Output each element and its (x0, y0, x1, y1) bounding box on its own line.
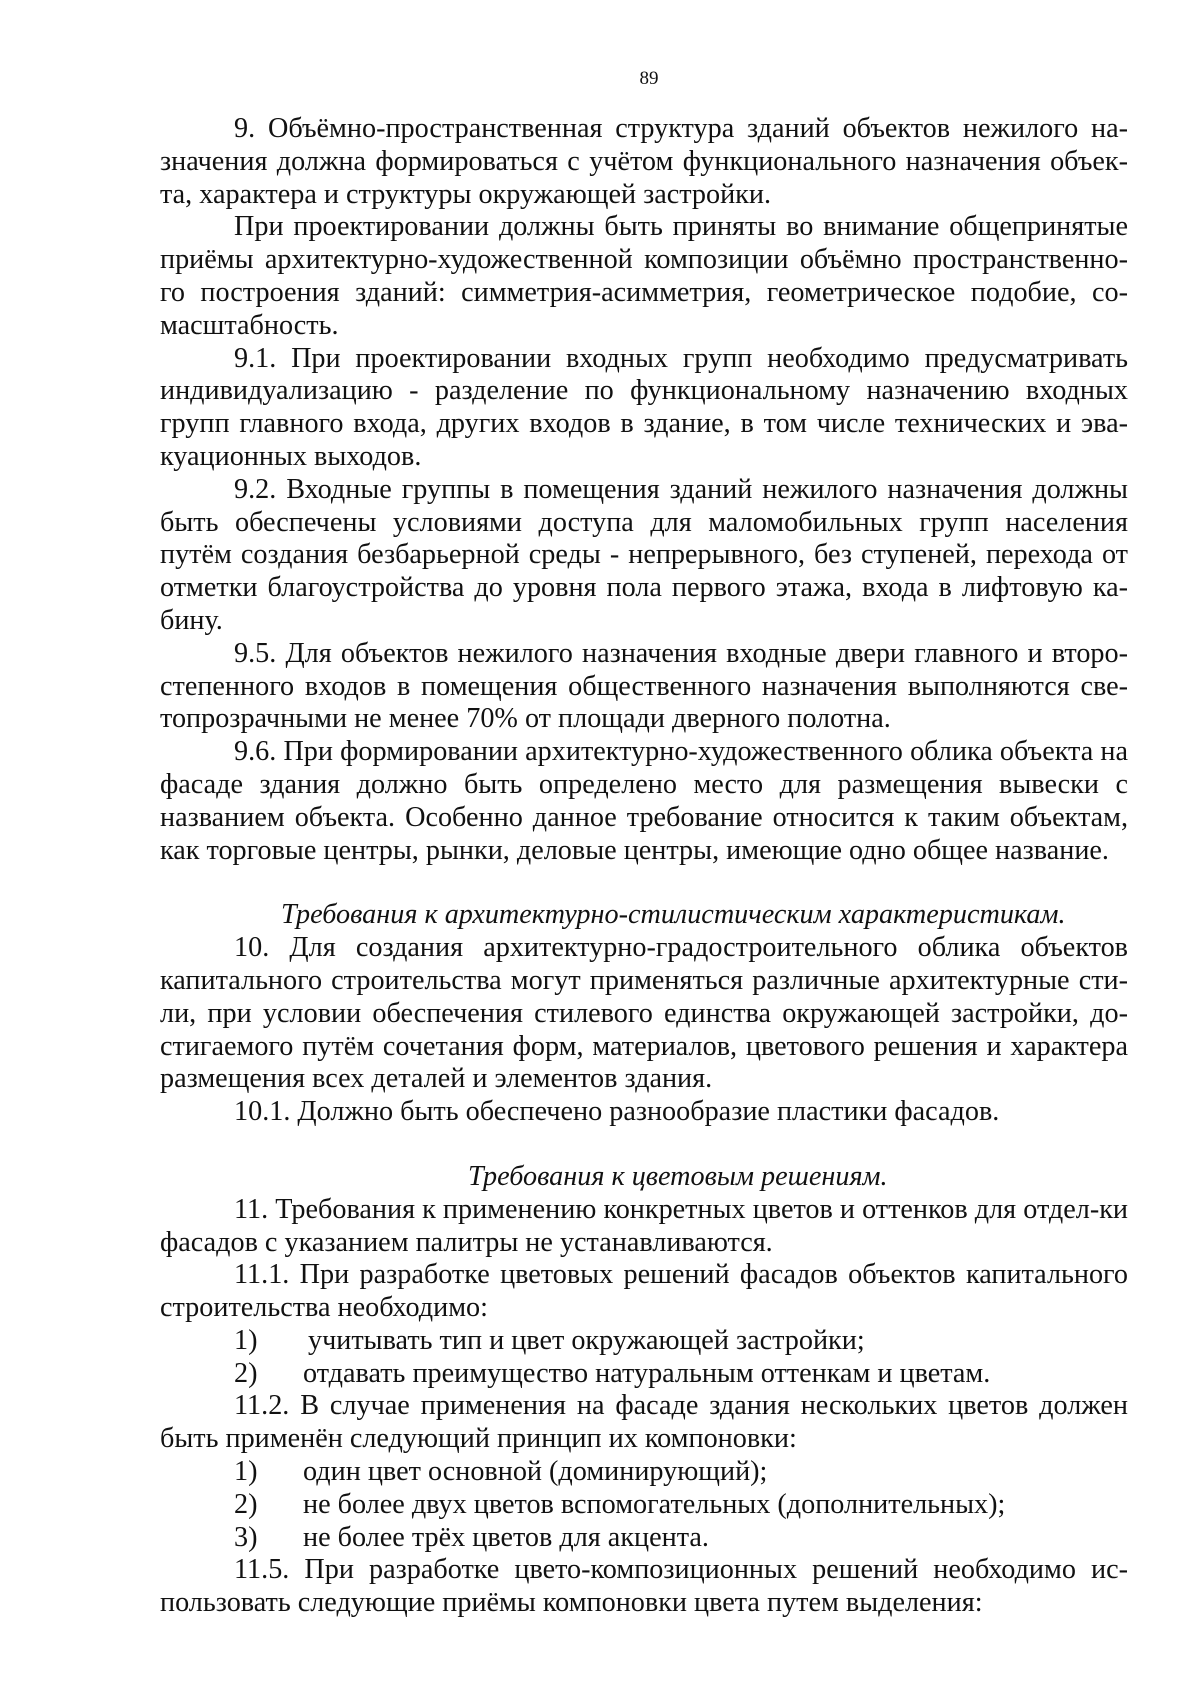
list-item (160, 1489, 1128, 1522)
list-item-number: 2) (234, 1488, 258, 1520)
list-item (160, 1325, 1128, 1358)
list-item-text: не более трёх цветов для акцента. (303, 1521, 709, 1553)
list-item-text: один цвет основной (доминирующий); (303, 1456, 768, 1488)
list-item (160, 1456, 1128, 1489)
paragraph-11-2: 11.2. В случае применения на фасаде здания нескольких цветов должен быть применён следующий принцип их компоновки: (160, 1390, 1128, 1455)
paragraph-9-6: 9.6. При формировании архитектурно-художественного облика объекта на фасаде здания должно быть определено место для размещения вывески с названием объекта. Особенно данное требование относится к таким объектам, как торговые центры, рынки, деловые центры, имеющие одно общее название. (160, 736, 1128, 866)
paragraph-9: 9. Объёмно-пространственная структура зданий объектов нежилого на-значения должна формироваться с учётом функционального назначения объек-та, характера и структуры окружающей застройки. (160, 113, 1128, 210)
paragraph-9-2: 9.2. Входные группы в помещения зданий нежилого назначения должны быть обеспечены условиями доступа для маломобильных групп населения путём создания безбарьерной среды - непрерывного, без ступеней, перехода от отметки благоустройства до уровня пола первого этажа, входа в лифтовую ка-бину. (160, 473, 1128, 636)
list-item-text: отдавать преимущество натуральным оттенкам и цветам. (303, 1357, 991, 1389)
list-item (160, 1522, 1128, 1555)
paragraph-11: 11. Требования к применению конкретных цветов и оттенков для отдел-ки фасадов с указанием палитры не устанавливаются. (160, 1193, 1128, 1258)
paragraph-9-1: 9.1. При проектировании входных групп необходимо предусматривать индивидуализацию - разделение по функциональному назначению входных групп главного входа, других входов в здание, в том числе технических и эва-куационных выходов. (160, 342, 1128, 472)
paragraph-11-1: 11.1. При разработке цветовых решений фасадов объектов капитального строительства необходимо: (160, 1259, 1128, 1324)
list-item-number: 1) (234, 1324, 258, 1356)
page-number: 89 (639, 68, 659, 89)
list-item-text: не более двух цветов вспомогательных (дополнительных); (303, 1488, 1006, 1520)
section-heading-style: Требования к архитектурно-стилистическим характеристикам. (281, 899, 1066, 931)
paragraph-10-1: 10.1. Должно быть обеспечено разнообразие пластики фасадов. (234, 1096, 1000, 1128)
list-item-text: учитывать тип и цвет окружающей застройки; (308, 1324, 865, 1356)
section-heading-color: Требования к цветовым решениям. (468, 1160, 888, 1192)
list-item-number: 1) (234, 1456, 258, 1488)
paragraph-9-composition: При проектировании должны быть приняты во внимание общепринятые приёмы архитектурно-художественной композиции объёмно пространственно-го построения зданий: симметрия-асимметрия, геометрическое подобие, со-масштабность. (160, 211, 1128, 341)
list-item-number: 2) (234, 1357, 258, 1389)
paragraph-11-5: 11.5. При разработке цвето-композиционных решений необходимо ис-пользовать следующие приёмы компоновки цвета путем выделения: (160, 1554, 1128, 1619)
paragraph-10: 10. Для создания архитектурно-градостроительного облика объектов капитального строительства могут применяться различные архитектурные сти-ли, при условии обеспечения стилевого единства окружающей застройки, до-стигаемого путём сочетания форм, материалов, цветового решения и характера размещения всех деталей и элементов здания. (160, 932, 1128, 1095)
list-item-number: 3) (234, 1521, 258, 1553)
list-item (160, 1358, 1128, 1391)
paragraph-9-5: 9.5. Для объектов нежилого назначения входные двери главного и второ-степенного входов в помещения общественного назначения выполняются све-топрозрачными не менее 70% от площади дверного полотна. (160, 637, 1128, 735)
